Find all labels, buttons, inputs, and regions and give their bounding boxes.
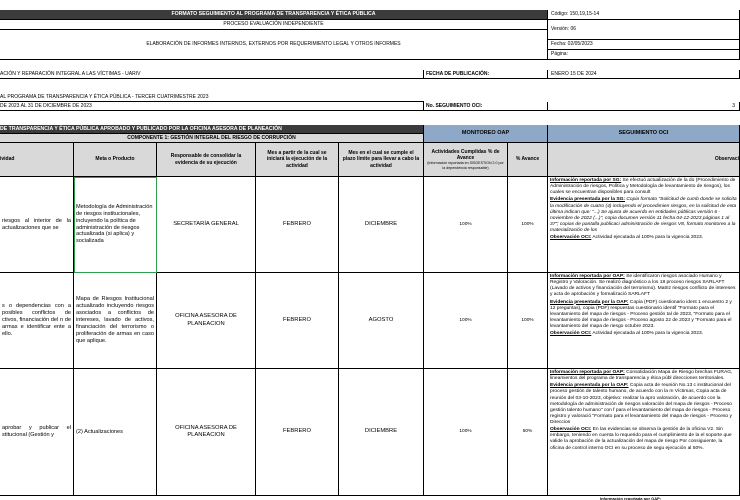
row3-plazo: DICIEMBRE xyxy=(339,369,424,496)
section-title: DE TRANSPARENCIA Y ÉTICA PÚBLICA APROBADO Y PUBLICADO POR LA OFICINA ASESORA DE PLANEACIÓN xyxy=(0,125,424,134)
row2-obs-evidence: Evidencia presentada por la OAP: Copia (PDF) cuestionario ident 1 encuentro 2 y 12 preguntas), copia (PDF) respuestas cuestionario identif "Formato para el levantamiento del mapa de riesgos - Proceso gestión tal de 2023, "Formato para el levantamiento del mapa de riesgos - Proceso agosto 22 de 2023 y "Formato para el levantamiento del mapa de riesgo octubre 2023. xyxy=(550,299,732,329)
followup-number: 3 xyxy=(548,102,740,111)
row1-meta[interactable]: Metodología de Administración de riesgos institucionales, incluyendo la política de administración de riesgos actualizada (si aplica) y socializada xyxy=(74,177,157,273)
row1-responsable: SECRETARÍA GENERAL xyxy=(157,177,256,273)
row2-responsable: OFICINA ASESORA DE PLANEACION xyxy=(157,273,256,369)
row3-obs-oci: Observación OCI: En las evidencias se observa la gestión de la oficina V2. Sin embargo, teniendo en cuenta lo requerido para el cumplimiento de la el soporte que valide la aprobación de la actualización del mapa de riesgo Por consiguiente, la oficina de control interno OCI en su proceso de segu ejecución al 50%. xyxy=(550,427,732,451)
row1-cumplidas: 100% xyxy=(424,177,508,273)
doc-version: Versión: 06 xyxy=(548,20,740,40)
col-mes-plazo: Mes en el cual se cumple el plazo límite para llevar a cabo la actividad xyxy=(339,143,424,177)
col-actividades-title: Actividades Cumplidas % de Avance xyxy=(431,148,500,162)
row2-inicio: FEBRERO xyxy=(256,273,339,369)
seguimiento-header: SEGUIMIENTO OCI xyxy=(548,125,740,143)
doc-page: Página: xyxy=(548,50,740,60)
publication-date-label: FECHA DE PUBLICACIÓN: xyxy=(424,70,548,79)
row3-actividad: aprobar y publicar el stitucional (Gestión y xyxy=(0,369,74,496)
row2-plazo: AGOSTO xyxy=(339,273,424,369)
row3-observacion xyxy=(548,369,740,496)
row3-responsable: OFICINA ASESORA DE PLANEACION xyxy=(157,369,256,496)
col-observacion: Observaci xyxy=(548,143,740,177)
monitoreo-header: MONITOREO OAP xyxy=(424,125,548,143)
row2-cumplidas: 100% xyxy=(424,273,508,369)
row1-inicio: FEBRERO xyxy=(256,177,339,273)
row2-meta: Mapa de Riesgos Institucional actualizado incluyendo riesgos asociados a conflictos de intereses, lavado de activos, financiación del terrorismo o proliferación de armas en caso que aplique. xyxy=(74,273,157,369)
row3-meta: (2) Actualizaciones xyxy=(74,369,157,496)
row1-observacion xyxy=(548,177,740,273)
col-responsable: Responsable de consolidar la evidencia de su ejecución xyxy=(157,143,256,177)
row2-actividad: s o dependencias con a posibles conflictos de ctivos, financiación del n de armas e identificar ente a ello. xyxy=(0,273,74,369)
publication-date-value: ENERO 15 DE 2024 xyxy=(548,70,740,79)
row3-avance: 50% xyxy=(508,369,548,496)
row3-obs-evidence: Evidencia presentada por la OAP: Copia acta de reunión No.13 c institucional del proceso gestión de talento humano, de acuerdo con la m Víctimas, Copia acta de reunión del 03-10-2023, objetivo: realizar la apro valoración, de acuerdo con la metodología de administración de riesgos valoración del mapa de riesgos - Proceso gestión talento humano" con f para el levantamiento del mapa de riesgos - Proceso registro y valoració "Formato para el levantamiento del mapa de riesgos - Proceso y Direccion xyxy=(550,383,732,425)
col-actividades-note: (Información reportada en SISGESTION 2.0 por la dependencia responsable) xyxy=(427,161,504,170)
row3-cumplidas: 100% xyxy=(424,369,508,496)
component-title: COMPONENTE 1: GESTIÓN INTEGRAL DEL RIESGO DE CORRUPCIÓN xyxy=(0,134,424,143)
procedure-label: ELABORACIÓN DE INFORMES INTERNOS, EXTERNOS POR REQUERIMIENTO LEGAL Y OTROS INFORMES xyxy=(0,30,548,60)
document-title: FORMATO SEGUIMIENTO AL PROGRAMA DE TRANSPARENCIA Y ÉTICA PÚBLICA xyxy=(0,10,548,20)
row3-obs-info: Información reportada por OAP: Consolidación Mapa de Riesgo brechas FURAG, lineamientos del programa de transparencia y ética públ direcciones territoriales. xyxy=(550,370,733,382)
doc-date: Fecha: 02/05/2023 xyxy=(548,40,740,50)
row1-actividad: riesgos al interior de la actualizaciones que se xyxy=(0,177,74,273)
row2-obs-oci: Observación OCI: Actividad ejecutada al 100% para la vigencia 2023. xyxy=(550,331,704,337)
row2-observacion xyxy=(548,273,740,369)
program-name: AL PROGRAMA DE TRANSPARENCIA Y ÉTICA PÚBLICA - TERCER CUATRIMESTRE 2023 xyxy=(0,93,424,102)
row3-inicio: FEBRERO xyxy=(256,369,339,496)
row2-obs-info: Información reportada por OAP: Se identificaron riesgos asociado Humano y Registro y Valoración. Se realizó diagnóstico a los 18 proceso riesgos SARLAFT (Lavado de activos y financiación del terrorismo). Matriz riesgos conflicto de intereses y acta de aprobación y formalizació SARLAFT xyxy=(550,274,736,298)
period-range: DE 2023 AL 31 DE DICIEMBRE DE 2023 xyxy=(0,102,424,111)
row1-obs-evidence: Evidencia presentada por la SG: Copia formato "Solicitud de cumb donde se solicita la modificación de cuatro (4) incluyendo el procedimien riesgos, en la solicitud de esta última indican que: "...) Se ajusta de acuerdo en entidades públicas versión 6 - noviembre de 2022 (...)", copia documen versión 11 fecha 04-12-2023 páginas 1 al 37"; copias de pantalla publicaci administración de riesgos V8, formato monitoreo a la materialización de los xyxy=(550,197,737,233)
col-actividad: ividad xyxy=(0,143,74,177)
doc-code: Código: 150,19,15-14 xyxy=(548,10,740,20)
col-actividades-cumplidas xyxy=(424,143,508,177)
row1-obs-oci: Observación OCI: Actividad ejecutada al 100% para la vigencia 2023. xyxy=(550,235,704,241)
entity-name: ACIÓN Y REPARACIÓN INTEGRAL A LAS VÍCTIMAS - UARIV xyxy=(0,70,424,79)
col-meta: Meta o Producto xyxy=(74,143,157,177)
row2-avance: 100% xyxy=(508,273,548,369)
row1-plazo: DICIEMBRE xyxy=(339,177,424,273)
row1-obs-info: Información reportada por SG: Se efectuó actualización de la do (Procedimiento de Administración de riesgos, Política y Metodología de levantamiento de riesgos), los cuales se encuentran disponibles para consult xyxy=(550,178,736,196)
next-row-peek: Información reportada por OAP: xyxy=(600,496,662,500)
process-label: PROCESO EVALUACIÓN INDEPENDIENTE xyxy=(0,20,548,30)
col-avance: % Avance xyxy=(508,143,548,177)
row1-avance: 100% xyxy=(508,177,548,273)
followup-label: No. SEGUIMIENTO OCI: xyxy=(424,102,548,111)
col-mes-inicio: Mes a partir de la cual se iniciará la ejecución de la actividad xyxy=(256,143,339,177)
